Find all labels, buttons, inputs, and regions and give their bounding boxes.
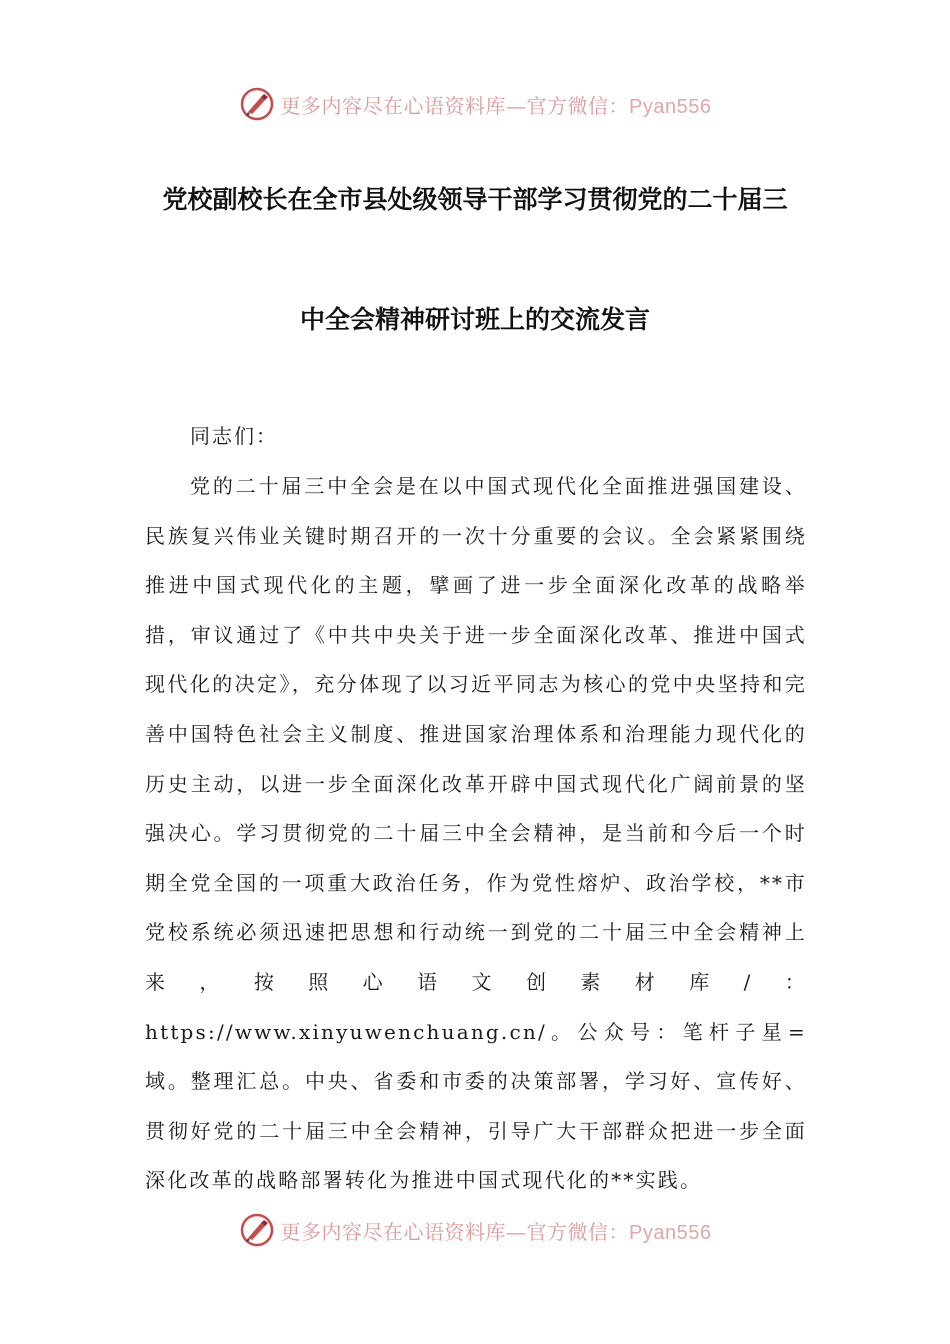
document-title-line-2: 中全会精神研讨班上的交流发言 — [299, 305, 650, 334]
pen-logo-icon — [239, 86, 275, 122]
watermark-separator: — — [506, 93, 527, 118]
pen-logo-icon — [239, 1212, 275, 1248]
watermark-wechat-label: 官方微信： — [526, 93, 630, 118]
document-title-line-1: 党校副校长在全市县处级领导干部学习贯彻党的二十届三 — [162, 185, 788, 214]
watermark-text — [281, 1216, 712, 1245]
watermark-site-text: 更多内容尽在心语资料库 — [280, 93, 507, 118]
body-paragraph: 党的二十届三中全会是在以中国式现代化全面推进强国建设、民族复兴伟业关键时期召开的一次十分重要的会议。全会紧紧围绕推进中国式现代化的主题，擘画了进一步全面深化改革的战略举措，审议通过了《中共中央关于进一步全面深化改革、推进中国式现代化的决定》，充分体现了以习近平同志为核心的党中央坚持和完善中国特色社会主义制度、推进国家治理体系和治理能力现代化的历史主动，以进一步全面深化改革开辟中国式现代化广阔前景的坚强决心。学习贯彻党的二十届三中全会精神，是当前和今后一个时期全党全国的一项重大政治任务，作为党性熔炉、政治学校，**市党校系统必须迅速把思想和行动统一到党的二十届三中全会精神上来，按照心语文创素材库/：https://www.xinyuwenchuang.cn/。公众号：笔杆子星=域。整理汇总。中央、省委和市委的决策部署，学习好、宣传好、贯彻好党的二十届三中全会精神，引导广大干部群众把进一步全面深化改革的战略部署转化为推进中国式现代化的**实践。 — [145, 474, 807, 1193]
watermark-banner-bottom — [0, 1208, 950, 1252]
watermark-site-text: 更多内容尽在心语资料库 — [280, 1219, 507, 1244]
watermark-separator: — — [506, 1219, 527, 1244]
watermark-wechat-label: 官方微信： — [526, 1219, 630, 1244]
watermark-wechat-id: Pyan556 — [629, 95, 712, 118]
salutation: 同志们： — [190, 424, 278, 448]
watermark-wechat-id: Pyan556 — [629, 1221, 712, 1244]
watermark-text — [281, 90, 712, 119]
watermark-banner-top — [0, 82, 950, 126]
